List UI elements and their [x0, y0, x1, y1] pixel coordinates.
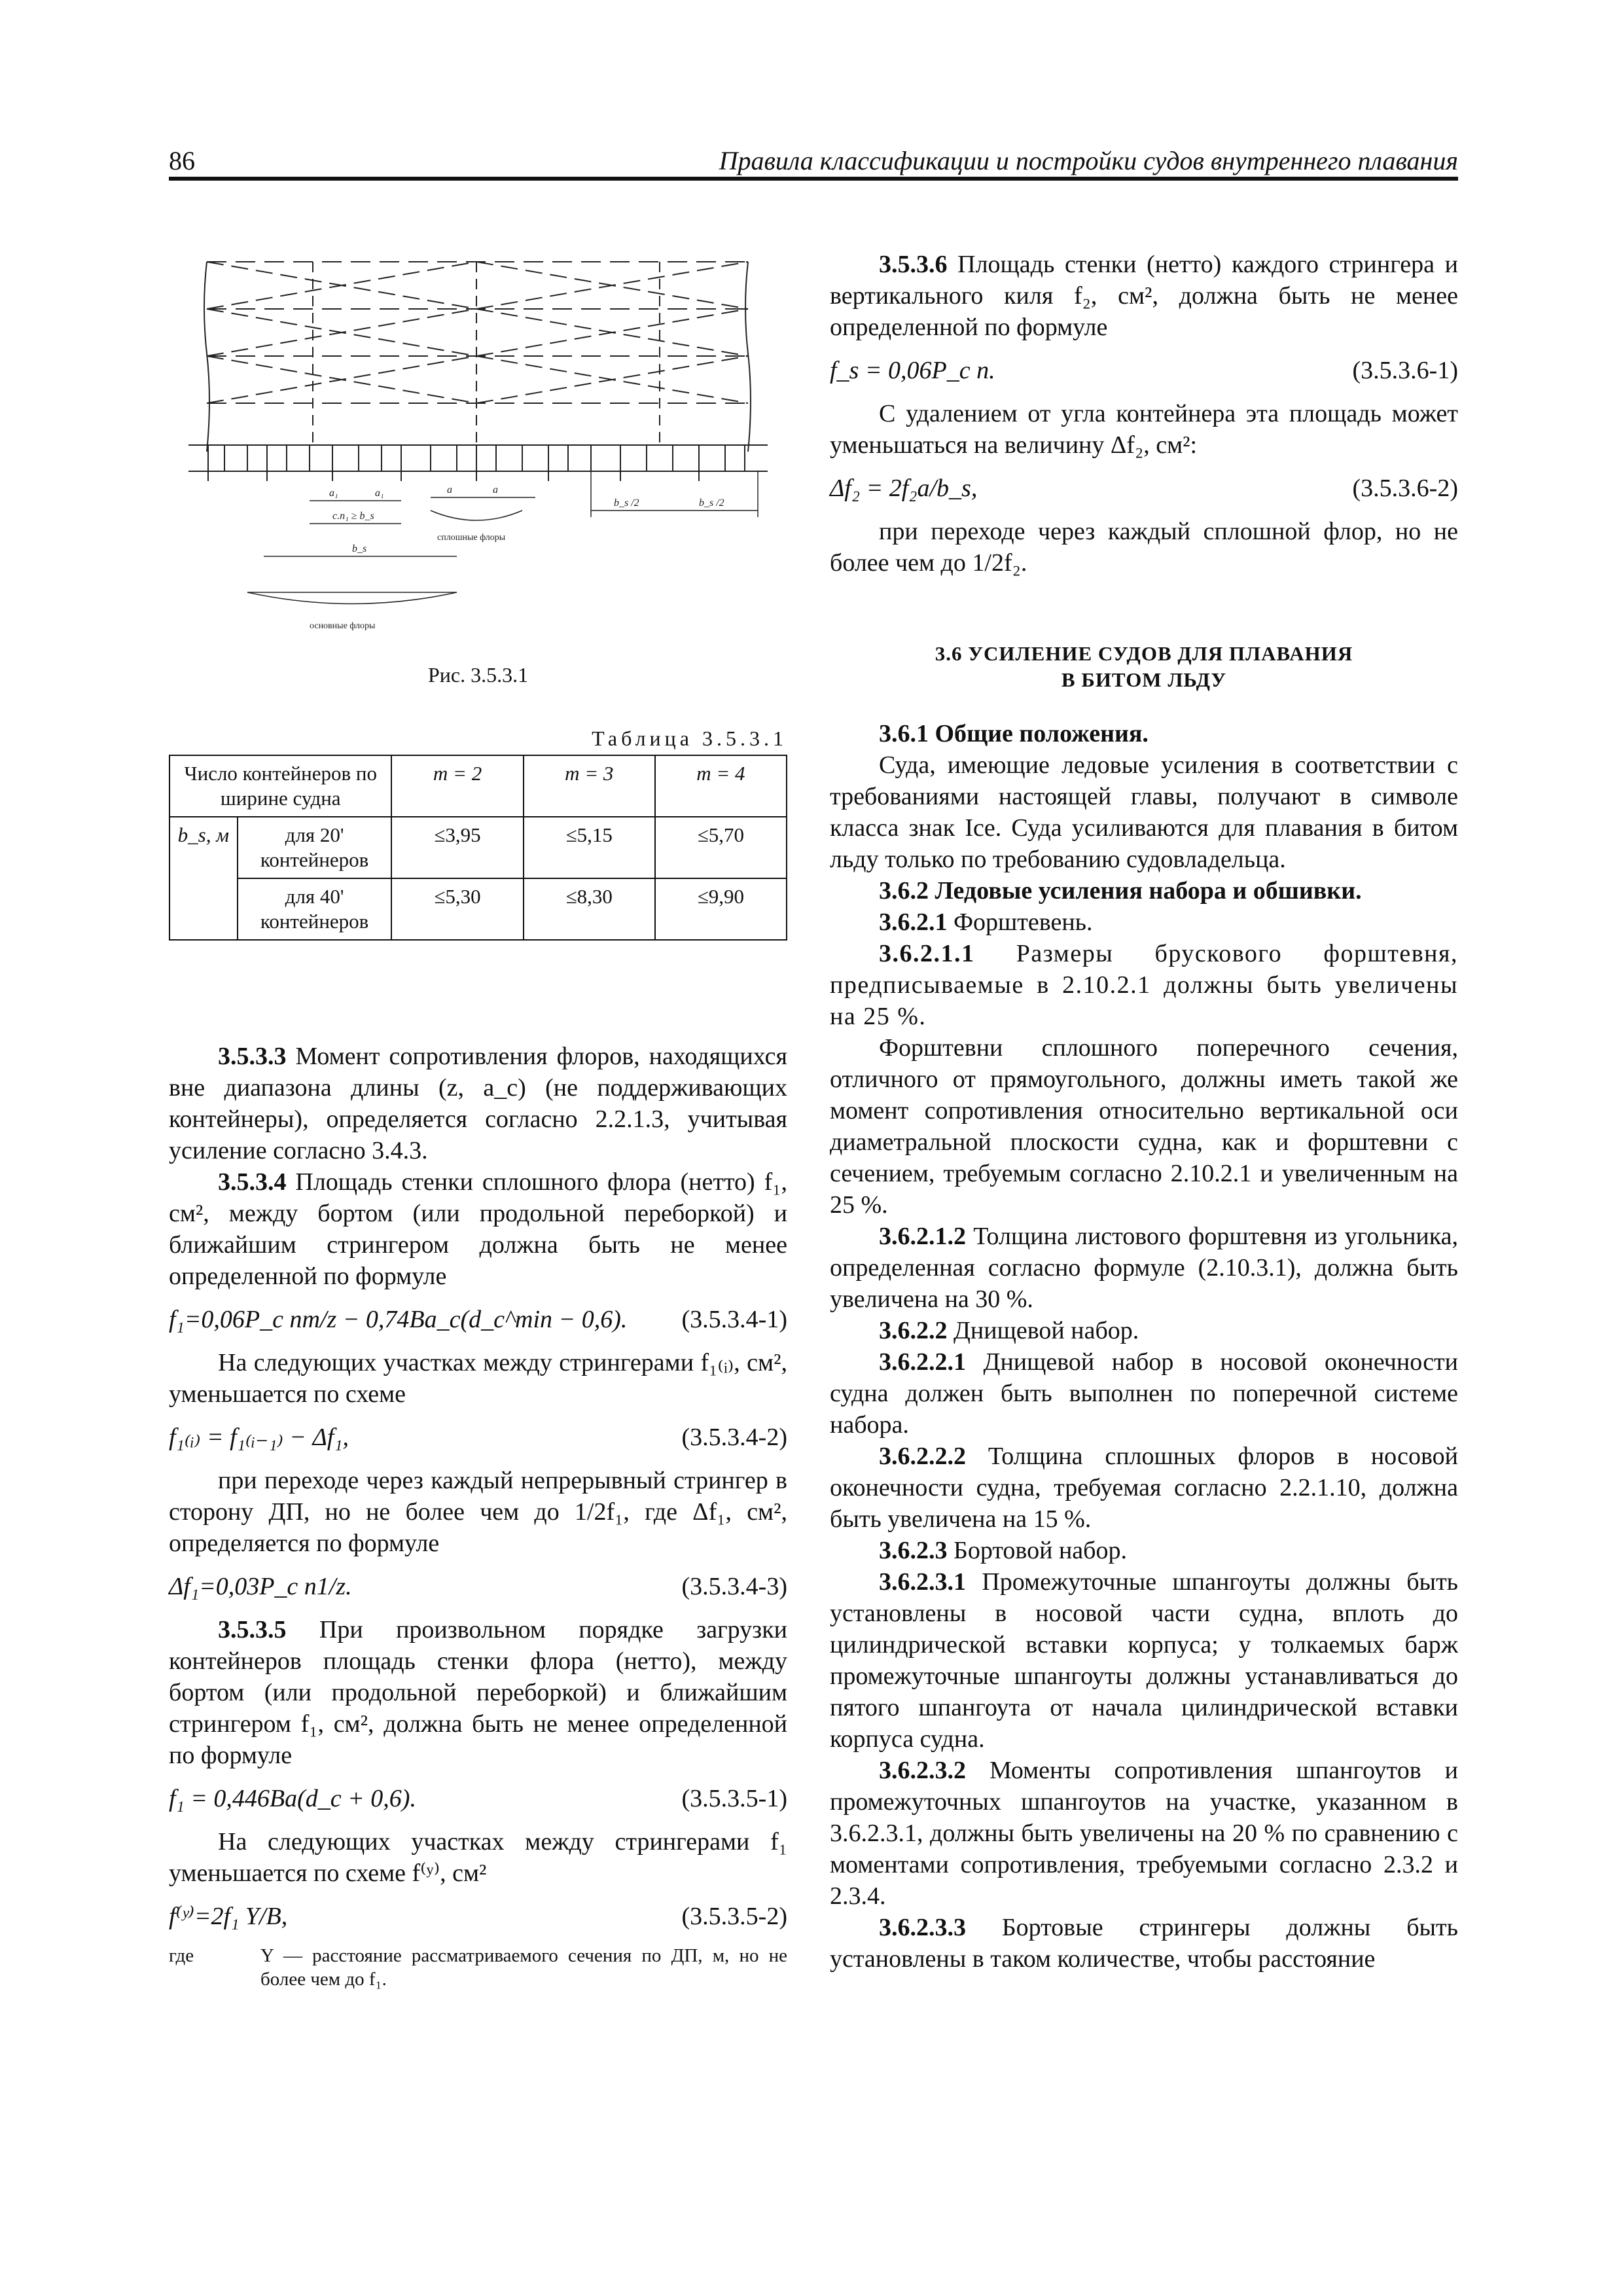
paragraph: 3.6.2.3.1 Промежуточные шпангоуты должны быть установлены в носовой части судна, вплоть до цилиндрической вставки корпуса; у толкаемых барж промежуточные шпангоуты должны устанавливаться до пятого шпангоута от начала цилиндрической вставки корпуса судна.	[830, 1568, 1458, 1753]
formula: f₁ = 0,446Ba(d_c + 0,6). (3.5.3.5-1)	[169, 1785, 787, 1812]
left-column	[169, 1041, 787, 1991]
page-number: 86	[169, 146, 195, 175]
paragraph: 3.6.2.3.2 Моменты сопротивления шпангоутов и промежуточных шпангоутов на участке, указанном в 3.6.2.3.1, должны быть увеличены на 20 % по сравнению с моментами сопротивления, требуемыми согласно 2.3.2 и 2.3.4.	[830, 1757, 1458, 1910]
floor-diagram	[169, 249, 787, 641]
page-header	[169, 145, 1458, 178]
paragraph: 3.6.2.2.1 Днищевой набор в носовой оконечности судна должен быть выполнен по поперечной системе набора.	[830, 1348, 1458, 1439]
paragraph: при переходе через каждый непрерывный стрингер в сторону ДП, но не более чем до 1/2f₁, где Δf₁, см², определяется по формуле	[169, 1467, 787, 1557]
table-head-m2: m = 2	[391, 755, 523, 817]
paragraph: С удалением от угла контейнера эта площадь может уменьшаться на величину Δf₂, см²:	[830, 400, 1458, 459]
label-bs: b_s	[352, 543, 367, 554]
subsection-heading: 3.6.1 Общие положения.	[879, 720, 1149, 747]
table-cell: для 40' контейнеров	[238, 878, 392, 940]
paragraph: 3.5.3.6 Площадь стенки (нетто) каждого стрингера и вертикального киля f₂, см², должна быть не менее определенной по формуле	[830, 251, 1458, 341]
running-title: Правила классификации и постройки судов внутреннего плавания	[719, 146, 1458, 175]
table-3-5-3-1	[169, 726, 787, 941]
label-a1: a₁	[329, 488, 338, 499]
label-a1b: a₁	[375, 488, 384, 499]
paragraph: 3.6.2.1.1 Размеры брускового форштевня, предписываемые в 2.10.2.1 должны быть увеличены на 25 %.	[830, 940, 1458, 1030]
paragraph: 3.6.2.3.3 Бортовые стрингеры должны быть установлены в таком количестве, чтобы расстояние	[830, 1914, 1458, 1973]
table-title: Таблица 3.5.3.1	[592, 726, 787, 750]
table-head-m4: m = 4	[655, 755, 787, 817]
paragraph: Форштевни сплошного поперечного сечения, отличного от прямоугольного, должны иметь такой же момент сопротивления относительно вертикальной оси диаметральной плоскости судна, как и форштевни с сечением, требуемым согласно 2.10.2.1 и увеличенным на 25 %.	[830, 1034, 1458, 1219]
formula: f_s = 0,06P_c n. (3.5.3.6-1)	[830, 357, 1458, 384]
table-cell: ≤9,90	[655, 878, 787, 940]
paragraph: 3.6.2.3 Бортовой набор.	[879, 1537, 1127, 1564]
paragraph: 3.5.3.3 Момент сопротивления флоров, находящихся вне диапазона длины (z, a_c) (не поддерживающих контейнеры), определяется согласно 2.2.1.3, учитывая усиление согласно 3.4.3.	[169, 1043, 787, 1164]
table-row	[169, 878, 787, 940]
formula: f⁽ʸ⁾=2f₁ Y/B, (3.5.3.5-2)	[169, 1903, 787, 1930]
table-cell: ≤8,30	[524, 878, 655, 940]
figure-caption: Рис. 3.5.3.1	[427, 663, 529, 687]
label-a: a	[447, 484, 452, 495]
table-cell: ≤3,95	[391, 817, 523, 878]
table-cell: для 20' контейнеров	[238, 817, 392, 878]
paragraph: 3.6.2.2.2 Толщина сплошных флоров в носовой оконечности судна, требуемая согласно 2.2.1.10, должна быть увеличена на 15 %.	[830, 1443, 1458, 1533]
label-cna: c.n₁ ≥ b_s	[332, 511, 374, 522]
table-cell: ≤5,70	[655, 817, 787, 878]
paragraph: 3.5.3.5 При произвольном порядке загрузки контейнеров площадь стенки флора (нетто), между бортом (или продольной переборкой) и ближайшим стрингером f₁, см², должна быть не менее определенной по формуле	[169, 1616, 787, 1769]
paragraph: 3.5.3.4 Площадь стенки сплошного флора (нетто) f₁, см², между бортом (или продольной переборкой) и ближайшим стрингером должна быть не менее определенной по формуле	[169, 1168, 787, 1290]
table-row-label: b_s, м	[169, 817, 238, 940]
formula: Δf₁=0,03P_c n1/z. (3.5.3.4-3)	[169, 1573, 787, 1600]
table-cell: ≤5,30	[391, 878, 523, 940]
paragraph: 3.6.2.1.2 Толщина листового форштевня из угольника, определенная согласно формуле (2.10.3.1), должна быть увеличена на 30 %.	[830, 1223, 1458, 1313]
containers-table	[169, 755, 787, 941]
label-half-bs-2: b_s /2	[699, 497, 724, 509]
subsection-heading: 3.6.2 Ледовые усиления набора и обшивки.	[879, 877, 1362, 905]
label-half-bs-1: b_s /2	[614, 497, 639, 509]
where-note: где Y — расстояние рассматриваемого сечения по ДП, м, но не более чем до f₁.	[169, 1945, 787, 1990]
table-row	[169, 817, 787, 878]
right-column	[830, 249, 1458, 1975]
paragraph: 3.6.2.1 Форштевень.	[879, 908, 1093, 936]
paragraph: Суда, имеющие ледовые усиления в соответствии с требованиями настоящей главы, получают в символе класса знак Ice. Суда усиливаются для плавания в битом льду только по требованию судовладельца.	[830, 751, 1458, 873]
paragraph: На следующих участках между стрингерами f₁₍ᵢ₎, см², уменьшается по схеме	[169, 1349, 787, 1408]
label-solid-floors: сплошные флоры	[437, 533, 506, 543]
section-title: 3.6 УСИЛЕНИЕ СУДОВ ДЛЯ ПЛАВАНИЯ В БИТОМ ЛЬДУ	[935, 642, 1353, 691]
table-row	[169, 755, 787, 817]
paragraph: 3.6.2.2 Днищевой набор.	[879, 1317, 1139, 1344]
label-a-2: a	[493, 484, 498, 495]
formula: f₁=0,06P_c nm/z − 0,74Ba_c(d_c^min − 0,6). (3.5.3.4-1)	[169, 1306, 787, 1333]
header-rule	[169, 177, 1458, 181]
paragraph: при переходе через каждый сплошной флор, но не более чем до 1/2f₂.	[830, 518, 1458, 577]
table-head-label: Число контейнеров по ширине судна	[169, 755, 391, 817]
formula: Δf₂ = 2f₂a/b_s, (3.5.3.6-2)	[830, 475, 1458, 502]
paragraph: На следующих участках между стрингерами f₁ уменьшается по схеме f⁽ʸ⁾, см²	[169, 1828, 787, 1887]
table-head-m3: m = 3	[524, 755, 655, 817]
figure-3-5-3-1	[169, 249, 787, 687]
table-cell: ≤5,15	[524, 817, 655, 878]
formula: f₁₍ᵢ₎ = f₁₍ᵢ₋₁₎ − Δf₁, (3.5.3.4-2)	[169, 1424, 787, 1451]
label-main-floors: основные флоры	[310, 621, 376, 631]
